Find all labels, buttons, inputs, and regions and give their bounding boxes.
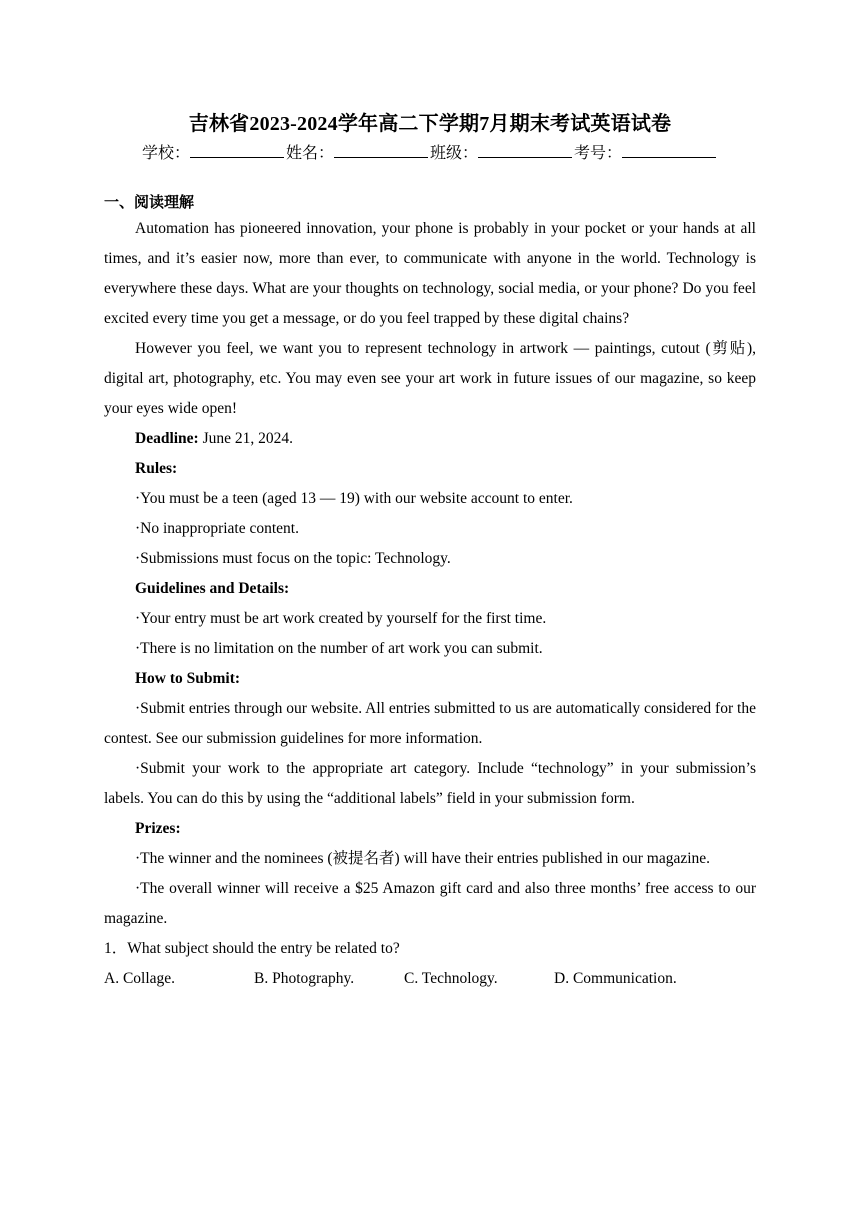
deadline-label: Deadline: — [135, 430, 199, 447]
deadline-value: June 21, 2024. — [198, 430, 294, 447]
number-blank — [622, 143, 716, 158]
passage-paragraph-2: However you feel, we want you to represent technology in artwork — paintings, cutout (剪贴), digital art, photography, etc. You may even see your art work in future issues of our magazine, so keep your eyes wide open! — [104, 340, 756, 417]
class-label: 班级： — [430, 145, 479, 162]
rules-heading: Rules: — [135, 460, 178, 477]
class-blank — [478, 143, 572, 158]
prizes-heading: Prizes: — [135, 820, 181, 837]
exam-title: 吉林省2023-2024学年高二下学期7月期末考试英语试卷 — [188, 113, 672, 135]
section-heading: 一、阅读理解 — [104, 193, 195, 211]
exam-page — [104, 108, 756, 994]
name-label: 姓名： — [285, 145, 334, 162]
submit-item: ·Submit your work to the appropriate art category. Include “technology” in your submission’s labels. You can do this by using the “additional labels” field in your submission form. — [104, 760, 756, 807]
number-label: 考号： — [574, 145, 623, 162]
option-a: A. Collage. — [104, 970, 176, 987]
school-blank — [190, 143, 284, 158]
submit-heading: How to Submit: — [135, 670, 241, 687]
rule-item: ·Submissions must focus on the topic: Technology. — [135, 550, 451, 567]
option-d: D. Communication. — [554, 970, 677, 987]
question-1-stem: 1．What subject should the entry be related to? — [104, 940, 400, 957]
passage-paragraph-1: Automation has pioneered innovation, your phone is probably in your pocket or your hands at all times, and it’s easier now, more than ever, to communicate with anyone in the world. Technology is everywhere these days. What are your thoughts on technology, social media, or your phone? Do you feel excited every time you get a message, or do you feel trapped by these digital chains? — [104, 220, 756, 327]
prize-item: ·The winner and the nominees (被提名者) will have their entries published in our magazine. — [135, 850, 711, 867]
school-label: 学校： — [141, 145, 190, 162]
option-b: B. Photography. — [254, 970, 355, 987]
submit-item: ·Submit entries through our website. All entries submitted to us are automatically considered for the contest. See our submission guidelines for more information. — [104, 700, 756, 747]
rule-item: ·You must be a teen (aged 13 — 19) with our website account to enter. — [135, 490, 573, 507]
guideline-item: ·There is no limitation on the number of art work you can submit. — [135, 640, 543, 657]
prize-item: ·The overall winner will receive a $25 Amazon gift card and also three months’ free access to our magazine. — [104, 880, 756, 927]
deadline-line — [104, 424, 756, 454]
student-info-line — [104, 140, 756, 168]
rule-item: ·No inappropriate content. — [135, 520, 299, 537]
guideline-item: ·Your entry must be art work created by yourself for the first time. — [135, 610, 547, 627]
question-1-options — [104, 964, 756, 994]
option-c: C. Technology. — [404, 970, 498, 987]
guidelines-heading: Guidelines and Details: — [135, 580, 290, 597]
name-blank — [334, 143, 428, 158]
